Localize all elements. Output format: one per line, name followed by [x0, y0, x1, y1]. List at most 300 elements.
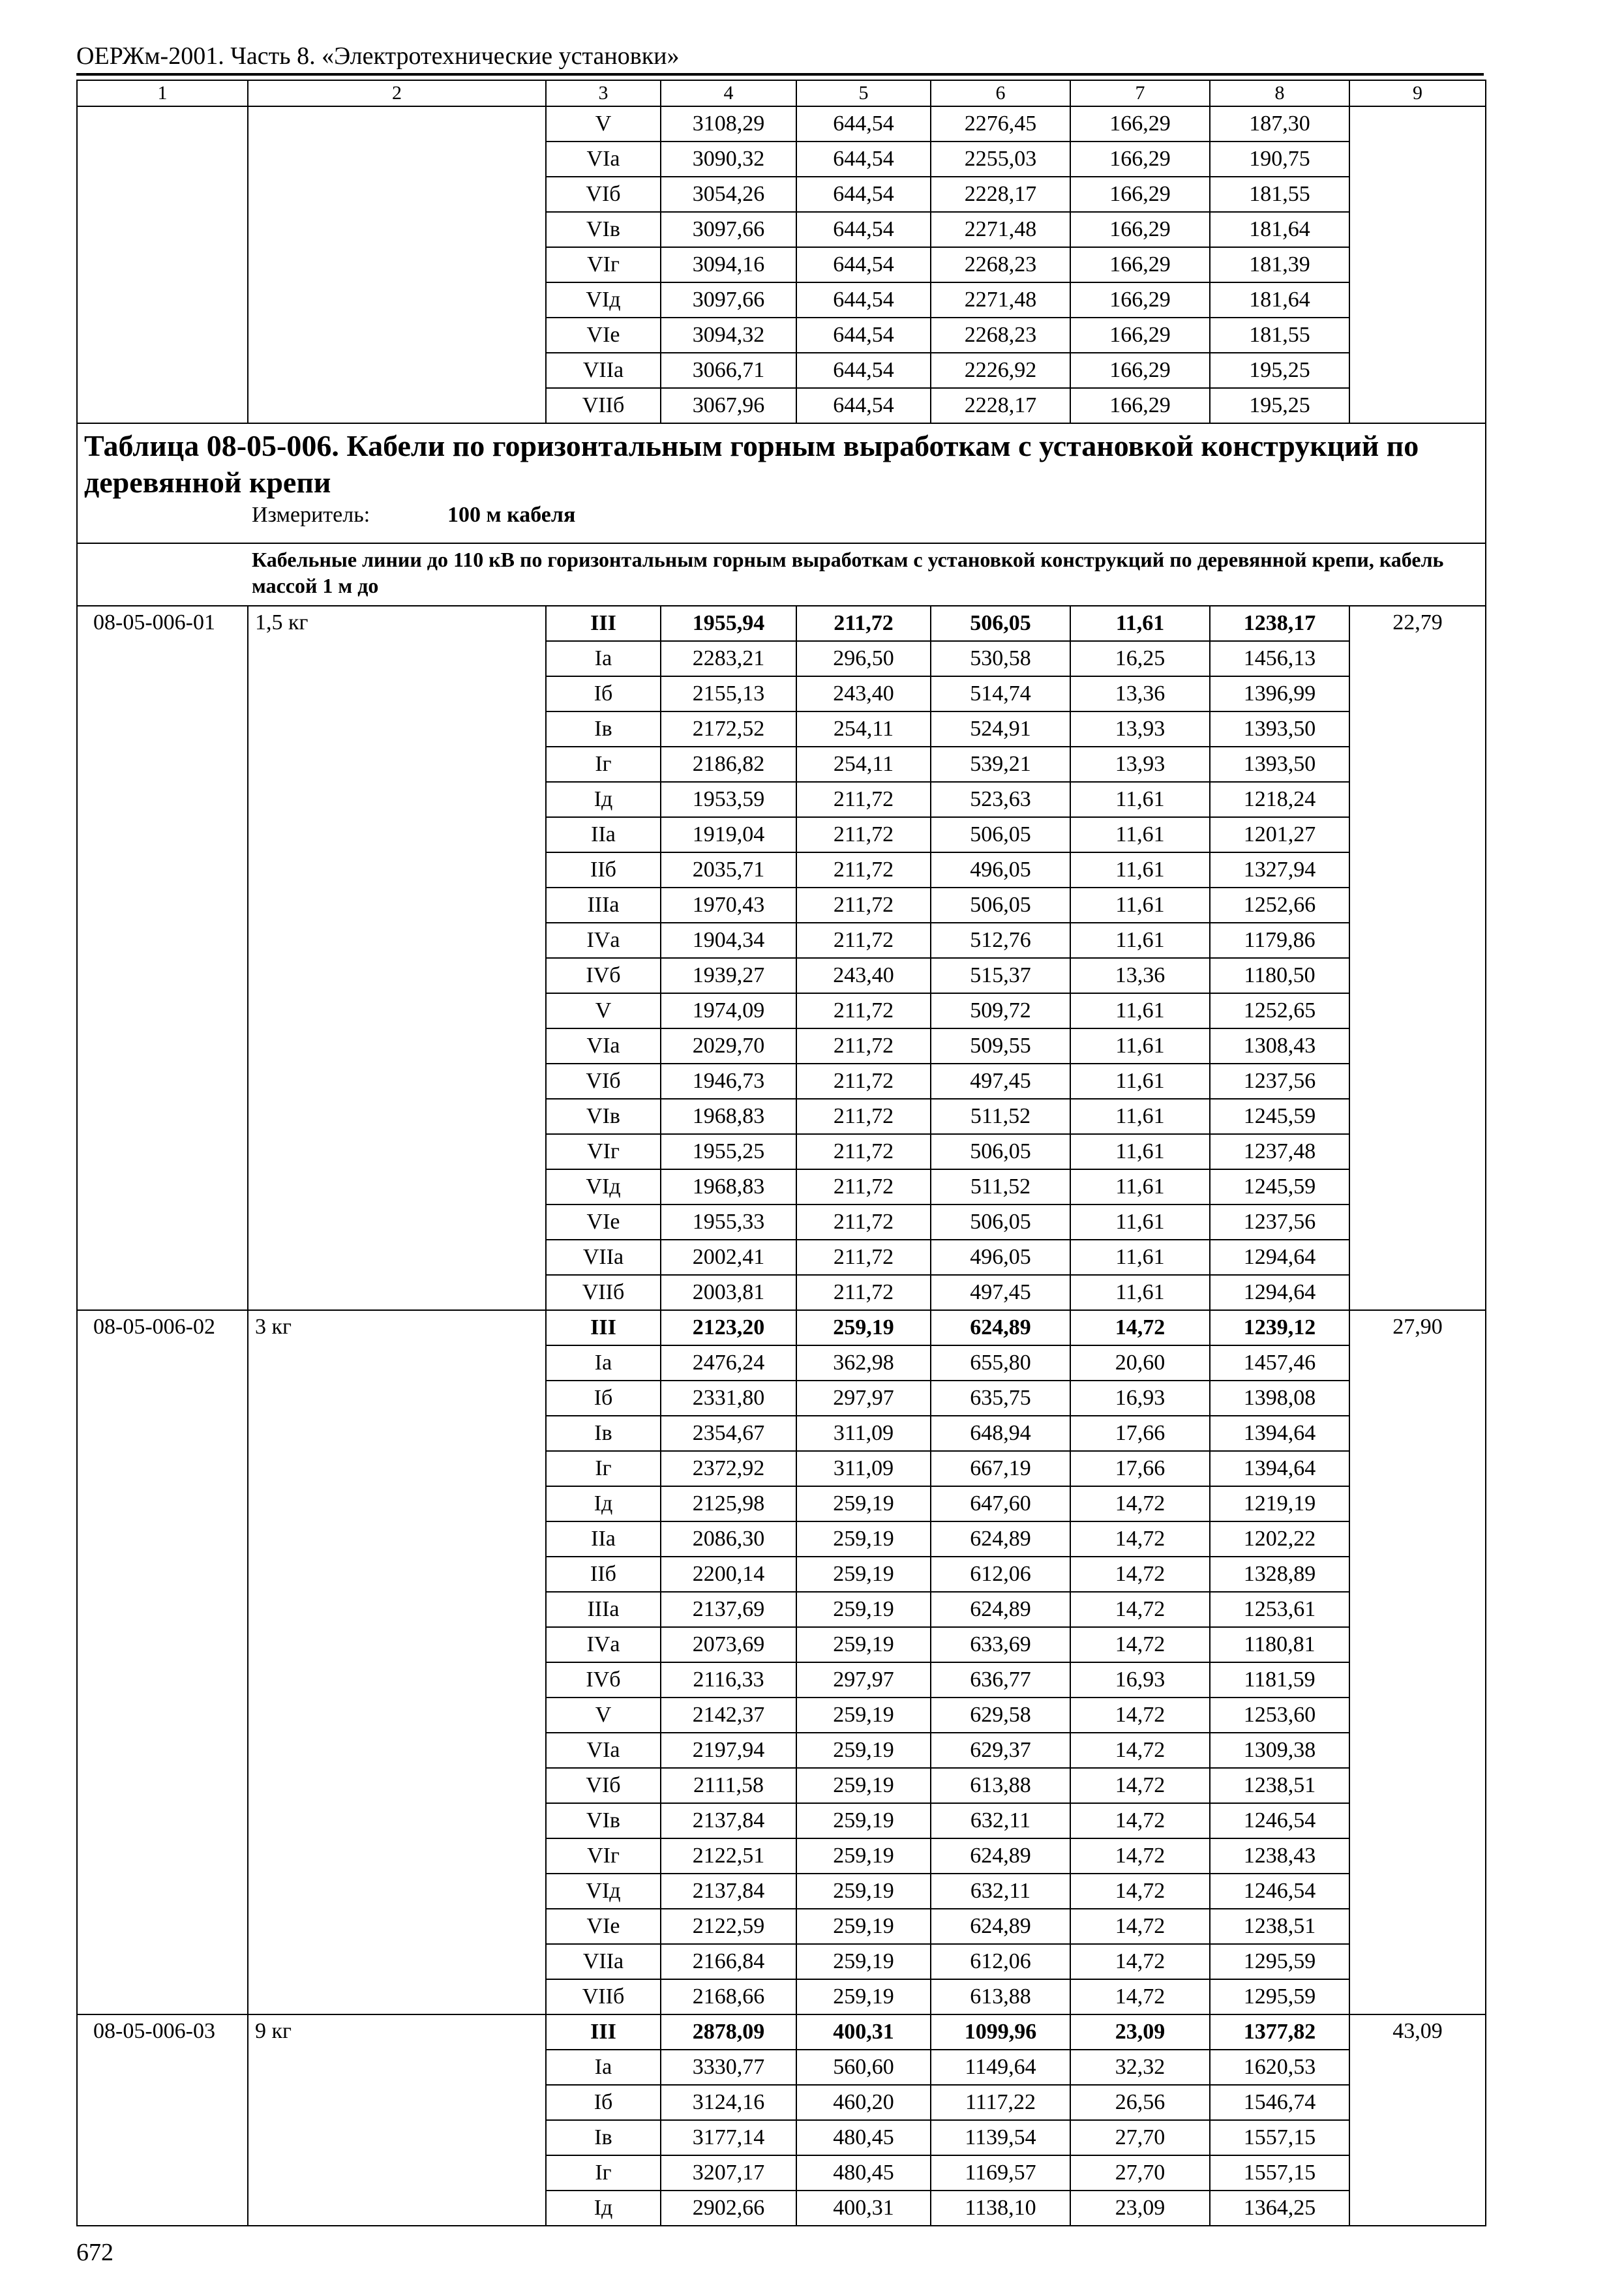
total-cell: 2086,30 — [661, 1521, 796, 1557]
condition-cell: IVб — [546, 958, 661, 993]
materials-cell: 181,55 — [1210, 318, 1349, 353]
total-cell: 3124,16 — [661, 2085, 796, 2120]
machinist-wages-cell: 11,61 — [1070, 1240, 1210, 1275]
condition-cell: VIа — [546, 1028, 661, 1064]
total-cell: 1974,09 — [661, 993, 796, 1028]
machines-cell: 496,05 — [931, 1240, 1070, 1275]
machinist-wages-cell: 166,29 — [1070, 177, 1210, 212]
total-cell: 1939,27 — [661, 958, 796, 993]
machines-cell: 647,60 — [931, 1486, 1070, 1521]
materials-cell: 1202,22 — [1210, 1521, 1349, 1557]
column-number-5: 5 — [796, 80, 931, 106]
rate-name-cell: 3 кг — [248, 1310, 546, 2014]
materials-cell: 181,64 — [1210, 212, 1349, 247]
materials-cell: 1239,12 — [1210, 1310, 1349, 1345]
materials-cell: 1396,99 — [1210, 676, 1349, 711]
machines-cell: 2271,48 — [931, 212, 1070, 247]
machines-cell: 506,05 — [931, 817, 1070, 852]
wages-cell: 259,19 — [796, 1803, 931, 1838]
machinist-wages-cell: 11,61 — [1070, 1169, 1210, 1204]
machines-cell: 655,80 — [931, 1345, 1070, 1381]
condition-cell: Iа — [546, 2050, 661, 2085]
wages-cell: 644,54 — [796, 388, 931, 423]
materials-cell: 1246,54 — [1210, 1803, 1349, 1838]
machinist-wages-cell: 166,29 — [1070, 247, 1210, 282]
page-number: 672 — [76, 2239, 113, 2266]
machines-cell: 2268,23 — [931, 318, 1070, 353]
machines-cell: 511,52 — [931, 1099, 1070, 1134]
wages-cell: 211,72 — [796, 1134, 931, 1169]
wages-cell: 211,72 — [796, 888, 931, 923]
materials-cell: 1246,54 — [1210, 1874, 1349, 1909]
condition-cell: VIд — [546, 282, 661, 318]
machines-cell: 1117,22 — [931, 2085, 1070, 2120]
table-row — [77, 106, 1486, 142]
wages-cell: 259,19 — [796, 1733, 931, 1768]
condition-cell: V — [546, 993, 661, 1028]
machinist-wages-cell: 11,61 — [1070, 606, 1210, 641]
wages-cell: 259,19 — [796, 1698, 931, 1733]
materials-cell: 1238,43 — [1210, 1838, 1349, 1874]
materials-cell: 1294,64 — [1210, 1275, 1349, 1310]
table-title: Таблица 08-05-006. Кабели по горизонтальным горным выработкам с установкой конструкций по деревянной крепи — [84, 429, 1419, 499]
machines-cell: 1099,96 — [931, 2014, 1070, 2050]
machinist-wages-cell: 166,29 — [1070, 282, 1210, 318]
condition-cell: Iд — [546, 1486, 661, 1521]
total-cell: 2116,33 — [661, 1662, 796, 1698]
machines-cell: 514,74 — [931, 676, 1070, 711]
machinist-wages-cell: 13,36 — [1070, 676, 1210, 711]
column-number-6: 6 — [931, 80, 1070, 106]
condition-cell: IVб — [546, 1662, 661, 1698]
table-title-row — [77, 423, 1486, 543]
materials-cell: 181,55 — [1210, 177, 1349, 212]
machines-cell: 632,11 — [931, 1803, 1070, 1838]
machinist-wages-cell: 11,61 — [1070, 1064, 1210, 1099]
total-cell: 2029,70 — [661, 1028, 796, 1064]
machines-cell: 633,69 — [931, 1627, 1070, 1662]
wages-cell: 259,19 — [796, 1627, 931, 1662]
materials-cell: 1201,27 — [1210, 817, 1349, 852]
condition-cell: VIIа — [546, 1944, 661, 1979]
wages-cell: 460,20 — [796, 2085, 931, 2120]
machinist-wages-cell: 14,72 — [1070, 1627, 1210, 1662]
machinist-wages-cell: 16,25 — [1070, 641, 1210, 676]
machinist-wages-cell: 11,61 — [1070, 993, 1210, 1028]
total-cell: 2197,94 — [661, 1733, 796, 1768]
table-title-cell — [77, 423, 1486, 543]
wages-cell: 259,19 — [796, 1838, 931, 1874]
materials-cell: 1237,48 — [1210, 1134, 1349, 1169]
total-cell: 2035,71 — [661, 852, 796, 888]
wages-cell: 254,11 — [796, 747, 931, 782]
table-row — [77, 606, 1486, 641]
machinist-wages-cell: 13,93 — [1070, 711, 1210, 747]
materials-cell: 195,25 — [1210, 353, 1349, 388]
machinist-wages-cell: 14,72 — [1070, 1521, 1210, 1557]
materials-cell: 1180,81 — [1210, 1627, 1349, 1662]
rates-table — [76, 80, 1486, 2226]
condition-cell: VIг — [546, 1134, 661, 1169]
materials-cell: 1393,50 — [1210, 711, 1349, 747]
materials-cell: 1238,17 — [1210, 606, 1349, 641]
machines-cell: 512,76 — [931, 923, 1070, 958]
machinist-wages-cell: 11,61 — [1070, 817, 1210, 852]
total-cell: 2137,84 — [661, 1803, 796, 1838]
condition-cell: VIIа — [546, 353, 661, 388]
total-cell: 3094,16 — [661, 247, 796, 282]
total-cell: 3094,32 — [661, 318, 796, 353]
wages-cell: 259,19 — [796, 1874, 931, 1909]
materials-cell: 1237,56 — [1210, 1204, 1349, 1240]
machinist-wages-cell: 14,72 — [1070, 1803, 1210, 1838]
condition-cell: VIд — [546, 1169, 661, 1204]
wages-cell: 297,97 — [796, 1381, 931, 1416]
wages-cell: 644,54 — [796, 177, 931, 212]
total-cell: 2200,14 — [661, 1557, 796, 1592]
running-header: ОЕРЖм-2001. Часть 8. «Электротехнические установки» — [76, 42, 680, 70]
wages-cell: 243,40 — [796, 676, 931, 711]
machines-cell: 629,37 — [931, 1733, 1070, 1768]
materials-cell: 181,64 — [1210, 282, 1349, 318]
wages-cell: 644,54 — [796, 318, 931, 353]
machinist-wages-cell: 23,09 — [1070, 2191, 1210, 2226]
wages-cell: 211,72 — [796, 993, 931, 1028]
meter-label: Измеритель: — [252, 503, 370, 527]
machinist-wages-cell: 11,61 — [1070, 888, 1210, 923]
condition-cell: Iд — [546, 2191, 661, 2226]
materials-cell: 1394,64 — [1210, 1451, 1349, 1486]
materials-cell: 1393,50 — [1210, 747, 1349, 782]
column-number-row — [77, 80, 1486, 106]
wages-cell: 211,72 — [796, 606, 931, 641]
machinist-wages-cell: 14,72 — [1070, 1909, 1210, 1944]
machinist-wages-cell: 13,36 — [1070, 958, 1210, 993]
machinist-wages-cell: 14,72 — [1070, 1874, 1210, 1909]
machinist-wages-cell: 23,09 — [1070, 2014, 1210, 2050]
wages-cell: 259,19 — [796, 1592, 931, 1627]
materials-cell: 195,25 — [1210, 388, 1349, 423]
materials-cell: 1557,15 — [1210, 2155, 1349, 2191]
subsection-cell — [77, 543, 1486, 606]
machinist-wages-cell: 11,61 — [1070, 1028, 1210, 1064]
condition-cell: III — [546, 606, 661, 641]
wages-cell: 211,72 — [796, 817, 931, 852]
materials-cell: 1394,64 — [1210, 1416, 1349, 1451]
machines-cell: 496,05 — [931, 852, 1070, 888]
machinist-wages-cell: 14,72 — [1070, 1768, 1210, 1803]
machinist-wages-cell: 14,72 — [1070, 1592, 1210, 1627]
wages-cell: 311,09 — [796, 1451, 931, 1486]
condition-cell: VIв — [546, 1099, 661, 1134]
machines-cell: 2271,48 — [931, 282, 1070, 318]
machines-cell: 524,91 — [931, 711, 1070, 747]
condition-cell: Iг — [546, 2155, 661, 2191]
meter-line — [84, 502, 1479, 528]
column-number-2: 2 — [248, 80, 546, 106]
materials-cell: 1181,59 — [1210, 1662, 1349, 1698]
condition-cell: VIе — [546, 318, 661, 353]
machinist-wages-cell: 32,32 — [1070, 2050, 1210, 2085]
condition-cell: IVа — [546, 923, 661, 958]
wages-cell: 259,19 — [796, 1486, 931, 1521]
rate-code-cell: 08-05-006-03 — [77, 2014, 248, 2226]
labor-cell: 22,79 — [1349, 606, 1486, 1310]
machinist-wages-cell: 14,72 — [1070, 1310, 1210, 1345]
machinist-wages-cell: 13,93 — [1070, 747, 1210, 782]
materials-cell: 1252,65 — [1210, 993, 1349, 1028]
total-cell: 2073,69 — [661, 1627, 796, 1662]
wages-cell: 311,09 — [796, 1416, 931, 1451]
wages-cell: 296,50 — [796, 641, 931, 676]
materials-cell: 1546,74 — [1210, 2085, 1349, 2120]
wages-cell: 400,31 — [796, 2014, 931, 2050]
labor-cell: 43,09 — [1349, 2014, 1486, 2226]
total-cell: 2372,92 — [661, 1451, 796, 1486]
wages-cell: 259,19 — [796, 1310, 931, 1345]
machinist-wages-cell: 166,29 — [1070, 353, 1210, 388]
total-cell: 3097,66 — [661, 282, 796, 318]
machines-cell: 635,75 — [931, 1381, 1070, 1416]
total-cell: 3108,29 — [661, 106, 796, 142]
machinist-wages-cell: 27,70 — [1070, 2155, 1210, 2191]
wages-cell: 362,98 — [796, 1345, 931, 1381]
condition-cell: Iб — [546, 1381, 661, 1416]
name-cell — [248, 106, 546, 423]
condition-cell: VIIб — [546, 1275, 661, 1310]
wages-cell: 644,54 — [796, 106, 931, 142]
machinist-wages-cell: 17,66 — [1070, 1416, 1210, 1451]
machines-cell: 1149,64 — [931, 2050, 1070, 2085]
machines-cell: 1139,54 — [931, 2120, 1070, 2155]
total-cell: 2166,84 — [661, 1944, 796, 1979]
materials-cell: 1252,66 — [1210, 888, 1349, 923]
total-cell: 2122,59 — [661, 1909, 796, 1944]
machines-cell: 497,45 — [931, 1064, 1070, 1099]
machinist-wages-cell: 11,61 — [1070, 1099, 1210, 1134]
machines-cell: 624,89 — [931, 1310, 1070, 1345]
wages-cell: 211,72 — [796, 852, 931, 888]
condition-cell: IIа — [546, 817, 661, 852]
condition-cell: VIг — [546, 1838, 661, 1874]
wages-cell: 211,72 — [796, 1099, 931, 1134]
column-number-1: 1 — [77, 80, 248, 106]
machines-cell: 539,21 — [931, 747, 1070, 782]
condition-cell: VIIб — [546, 388, 661, 423]
labor-cell: 27,90 — [1349, 1310, 1486, 2014]
subsection-row — [77, 543, 1486, 606]
machines-cell: 2228,17 — [931, 177, 1070, 212]
condition-cell: V — [546, 106, 661, 142]
condition-cell: IIIа — [546, 1592, 661, 1627]
materials-cell: 190,75 — [1210, 142, 1349, 177]
machinist-wages-cell: 11,61 — [1070, 1134, 1210, 1169]
machinist-wages-cell: 166,29 — [1070, 212, 1210, 247]
machines-cell: 667,19 — [931, 1451, 1070, 1486]
materials-cell: 181,39 — [1210, 247, 1349, 282]
total-cell: 3097,66 — [661, 212, 796, 247]
machinist-wages-cell: 14,72 — [1070, 1698, 1210, 1733]
machinist-wages-cell: 166,29 — [1070, 388, 1210, 423]
rate-code-cell: 08-05-006-01 — [77, 606, 248, 1310]
condition-cell: Iг — [546, 1451, 661, 1486]
materials-cell: 1179,86 — [1210, 923, 1349, 958]
machinist-wages-cell: 27,70 — [1070, 2120, 1210, 2155]
total-cell: 1919,04 — [661, 817, 796, 852]
machines-cell: 506,05 — [931, 888, 1070, 923]
materials-cell: 1237,56 — [1210, 1064, 1349, 1099]
wages-cell: 259,19 — [796, 1909, 931, 1944]
condition-cell: III — [546, 2014, 661, 2050]
materials-cell: 1294,64 — [1210, 1240, 1349, 1275]
machines-cell: 612,06 — [931, 1944, 1070, 1979]
machines-cell: 629,58 — [931, 1698, 1070, 1733]
machines-cell: 2268,23 — [931, 247, 1070, 282]
machinist-wages-cell: 17,66 — [1070, 1451, 1210, 1486]
total-cell: 2002,41 — [661, 1240, 796, 1275]
total-cell: 3177,14 — [661, 2120, 796, 2155]
wages-cell: 259,19 — [796, 1944, 931, 1979]
total-cell: 3090,32 — [661, 142, 796, 177]
machines-cell: 497,45 — [931, 1275, 1070, 1310]
machinist-wages-cell: 16,93 — [1070, 1381, 1210, 1416]
machines-cell: 624,89 — [931, 1909, 1070, 1944]
machines-cell: 506,05 — [931, 1134, 1070, 1169]
materials-cell: 1327,94 — [1210, 852, 1349, 888]
condition-cell: IVа — [546, 1627, 661, 1662]
wages-cell: 480,45 — [796, 2155, 931, 2191]
total-cell: 1968,83 — [661, 1099, 796, 1134]
wages-cell: 644,54 — [796, 353, 931, 388]
total-cell: 1904,34 — [661, 923, 796, 958]
wages-cell: 254,11 — [796, 711, 931, 747]
total-cell: 2137,69 — [661, 1592, 796, 1627]
materials-cell: 1238,51 — [1210, 1768, 1349, 1803]
wages-cell: 480,45 — [796, 2120, 931, 2155]
total-cell: 2283,21 — [661, 641, 796, 676]
materials-cell: 1245,59 — [1210, 1099, 1349, 1134]
condition-cell: Iв — [546, 2120, 661, 2155]
rates-table-body — [77, 80, 1486, 2226]
wages-cell: 644,54 — [796, 282, 931, 318]
machines-cell: 613,88 — [931, 1979, 1070, 2014]
wages-cell: 259,19 — [796, 1768, 931, 1803]
condition-cell: IIб — [546, 852, 661, 888]
condition-cell: VIа — [546, 1733, 661, 1768]
total-cell: 1955,33 — [661, 1204, 796, 1240]
materials-cell: 1557,15 — [1210, 2120, 1349, 2155]
condition-cell: VIе — [546, 1204, 661, 1240]
rate-name-cell: 1,5 кг — [248, 606, 546, 1310]
total-cell: 3067,96 — [661, 388, 796, 423]
total-cell: 2902,66 — [661, 2191, 796, 2226]
machinist-wages-cell: 166,29 — [1070, 318, 1210, 353]
condition-cell: Iв — [546, 1416, 661, 1451]
column-number-3: 3 — [546, 80, 661, 106]
machines-cell: 2255,03 — [931, 142, 1070, 177]
condition-cell: V — [546, 1698, 661, 1733]
table-row — [77, 1310, 1486, 1345]
condition-cell: IIа — [546, 1521, 661, 1557]
condition-cell: Iа — [546, 1345, 661, 1381]
wages-cell: 211,72 — [796, 1064, 931, 1099]
condition-cell: III — [546, 1310, 661, 1345]
code-cell — [77, 106, 248, 423]
total-cell: 2137,84 — [661, 1874, 796, 1909]
machinist-wages-cell: 11,61 — [1070, 852, 1210, 888]
materials-cell: 1308,43 — [1210, 1028, 1349, 1064]
condition-cell: VIд — [546, 1874, 661, 1909]
materials-cell: 1456,13 — [1210, 641, 1349, 676]
total-cell: 1968,83 — [661, 1169, 796, 1204]
materials-cell: 1219,19 — [1210, 1486, 1349, 1521]
materials-cell: 1253,61 — [1210, 1592, 1349, 1627]
machinist-wages-cell: 11,61 — [1070, 782, 1210, 817]
machines-cell: 506,05 — [931, 1204, 1070, 1240]
condition-cell: Iб — [546, 2085, 661, 2120]
materials-cell: 1218,24 — [1210, 782, 1349, 817]
machines-cell: 632,11 — [931, 1874, 1070, 1909]
total-cell: 2186,82 — [661, 747, 796, 782]
materials-cell: 1295,59 — [1210, 1944, 1349, 1979]
subsection-title: Кабельные линии до 110 кВ по горизонтальным горным выработкам с установкой конструкций по деревянной крепи, кабель массой 1 м до — [252, 548, 1444, 597]
total-cell: 2476,24 — [661, 1345, 796, 1381]
machines-cell: 2276,45 — [931, 106, 1070, 142]
rate-code-cell: 08-05-006-02 — [77, 1310, 248, 2014]
machines-cell: 509,72 — [931, 993, 1070, 1028]
wages-cell: 644,54 — [796, 212, 931, 247]
condition-cell: Iд — [546, 782, 661, 817]
wages-cell: 211,72 — [796, 923, 931, 958]
wages-cell: 211,72 — [796, 1204, 931, 1240]
total-cell: 3066,71 — [661, 353, 796, 388]
total-cell: 3330,77 — [661, 2050, 796, 2085]
machines-cell: 624,89 — [931, 1838, 1070, 1874]
condition-cell: VIе — [546, 1909, 661, 1944]
total-cell: 2142,37 — [661, 1698, 796, 1733]
total-cell: 2331,80 — [661, 1381, 796, 1416]
machinist-wages-cell: 166,29 — [1070, 106, 1210, 142]
machinist-wages-cell: 14,72 — [1070, 1944, 1210, 1979]
machines-cell: 612,06 — [931, 1557, 1070, 1592]
total-cell: 2168,66 — [661, 1979, 796, 2014]
total-cell: 1970,43 — [661, 888, 796, 923]
column-number-9: 9 — [1349, 80, 1486, 106]
wages-cell: 211,72 — [796, 1169, 931, 1204]
condition-cell: IIIа — [546, 888, 661, 923]
total-cell: 3054,26 — [661, 177, 796, 212]
machines-cell: 1169,57 — [931, 2155, 1070, 2191]
total-cell: 1946,73 — [661, 1064, 796, 1099]
wages-cell: 243,40 — [796, 958, 931, 993]
condition-cell: Iа — [546, 641, 661, 676]
materials-cell: 187,30 — [1210, 106, 1349, 142]
machinist-wages-cell: 11,61 — [1070, 1204, 1210, 1240]
materials-cell: 1457,46 — [1210, 1345, 1349, 1381]
materials-cell: 1364,25 — [1210, 2191, 1349, 2226]
total-cell: 1955,25 — [661, 1134, 796, 1169]
machines-cell: 2228,17 — [931, 388, 1070, 423]
wages-cell: 211,72 — [796, 1275, 931, 1310]
wages-cell: 400,31 — [796, 2191, 931, 2226]
condition-cell: VIб — [546, 1064, 661, 1099]
condition-cell: VIг — [546, 247, 661, 282]
machinist-wages-cell: 166,29 — [1070, 142, 1210, 177]
wages-cell: 644,54 — [796, 142, 931, 177]
condition-cell: VIб — [546, 1768, 661, 1803]
machines-cell: 1138,10 — [931, 2191, 1070, 2226]
machines-cell: 613,88 — [931, 1768, 1070, 1803]
